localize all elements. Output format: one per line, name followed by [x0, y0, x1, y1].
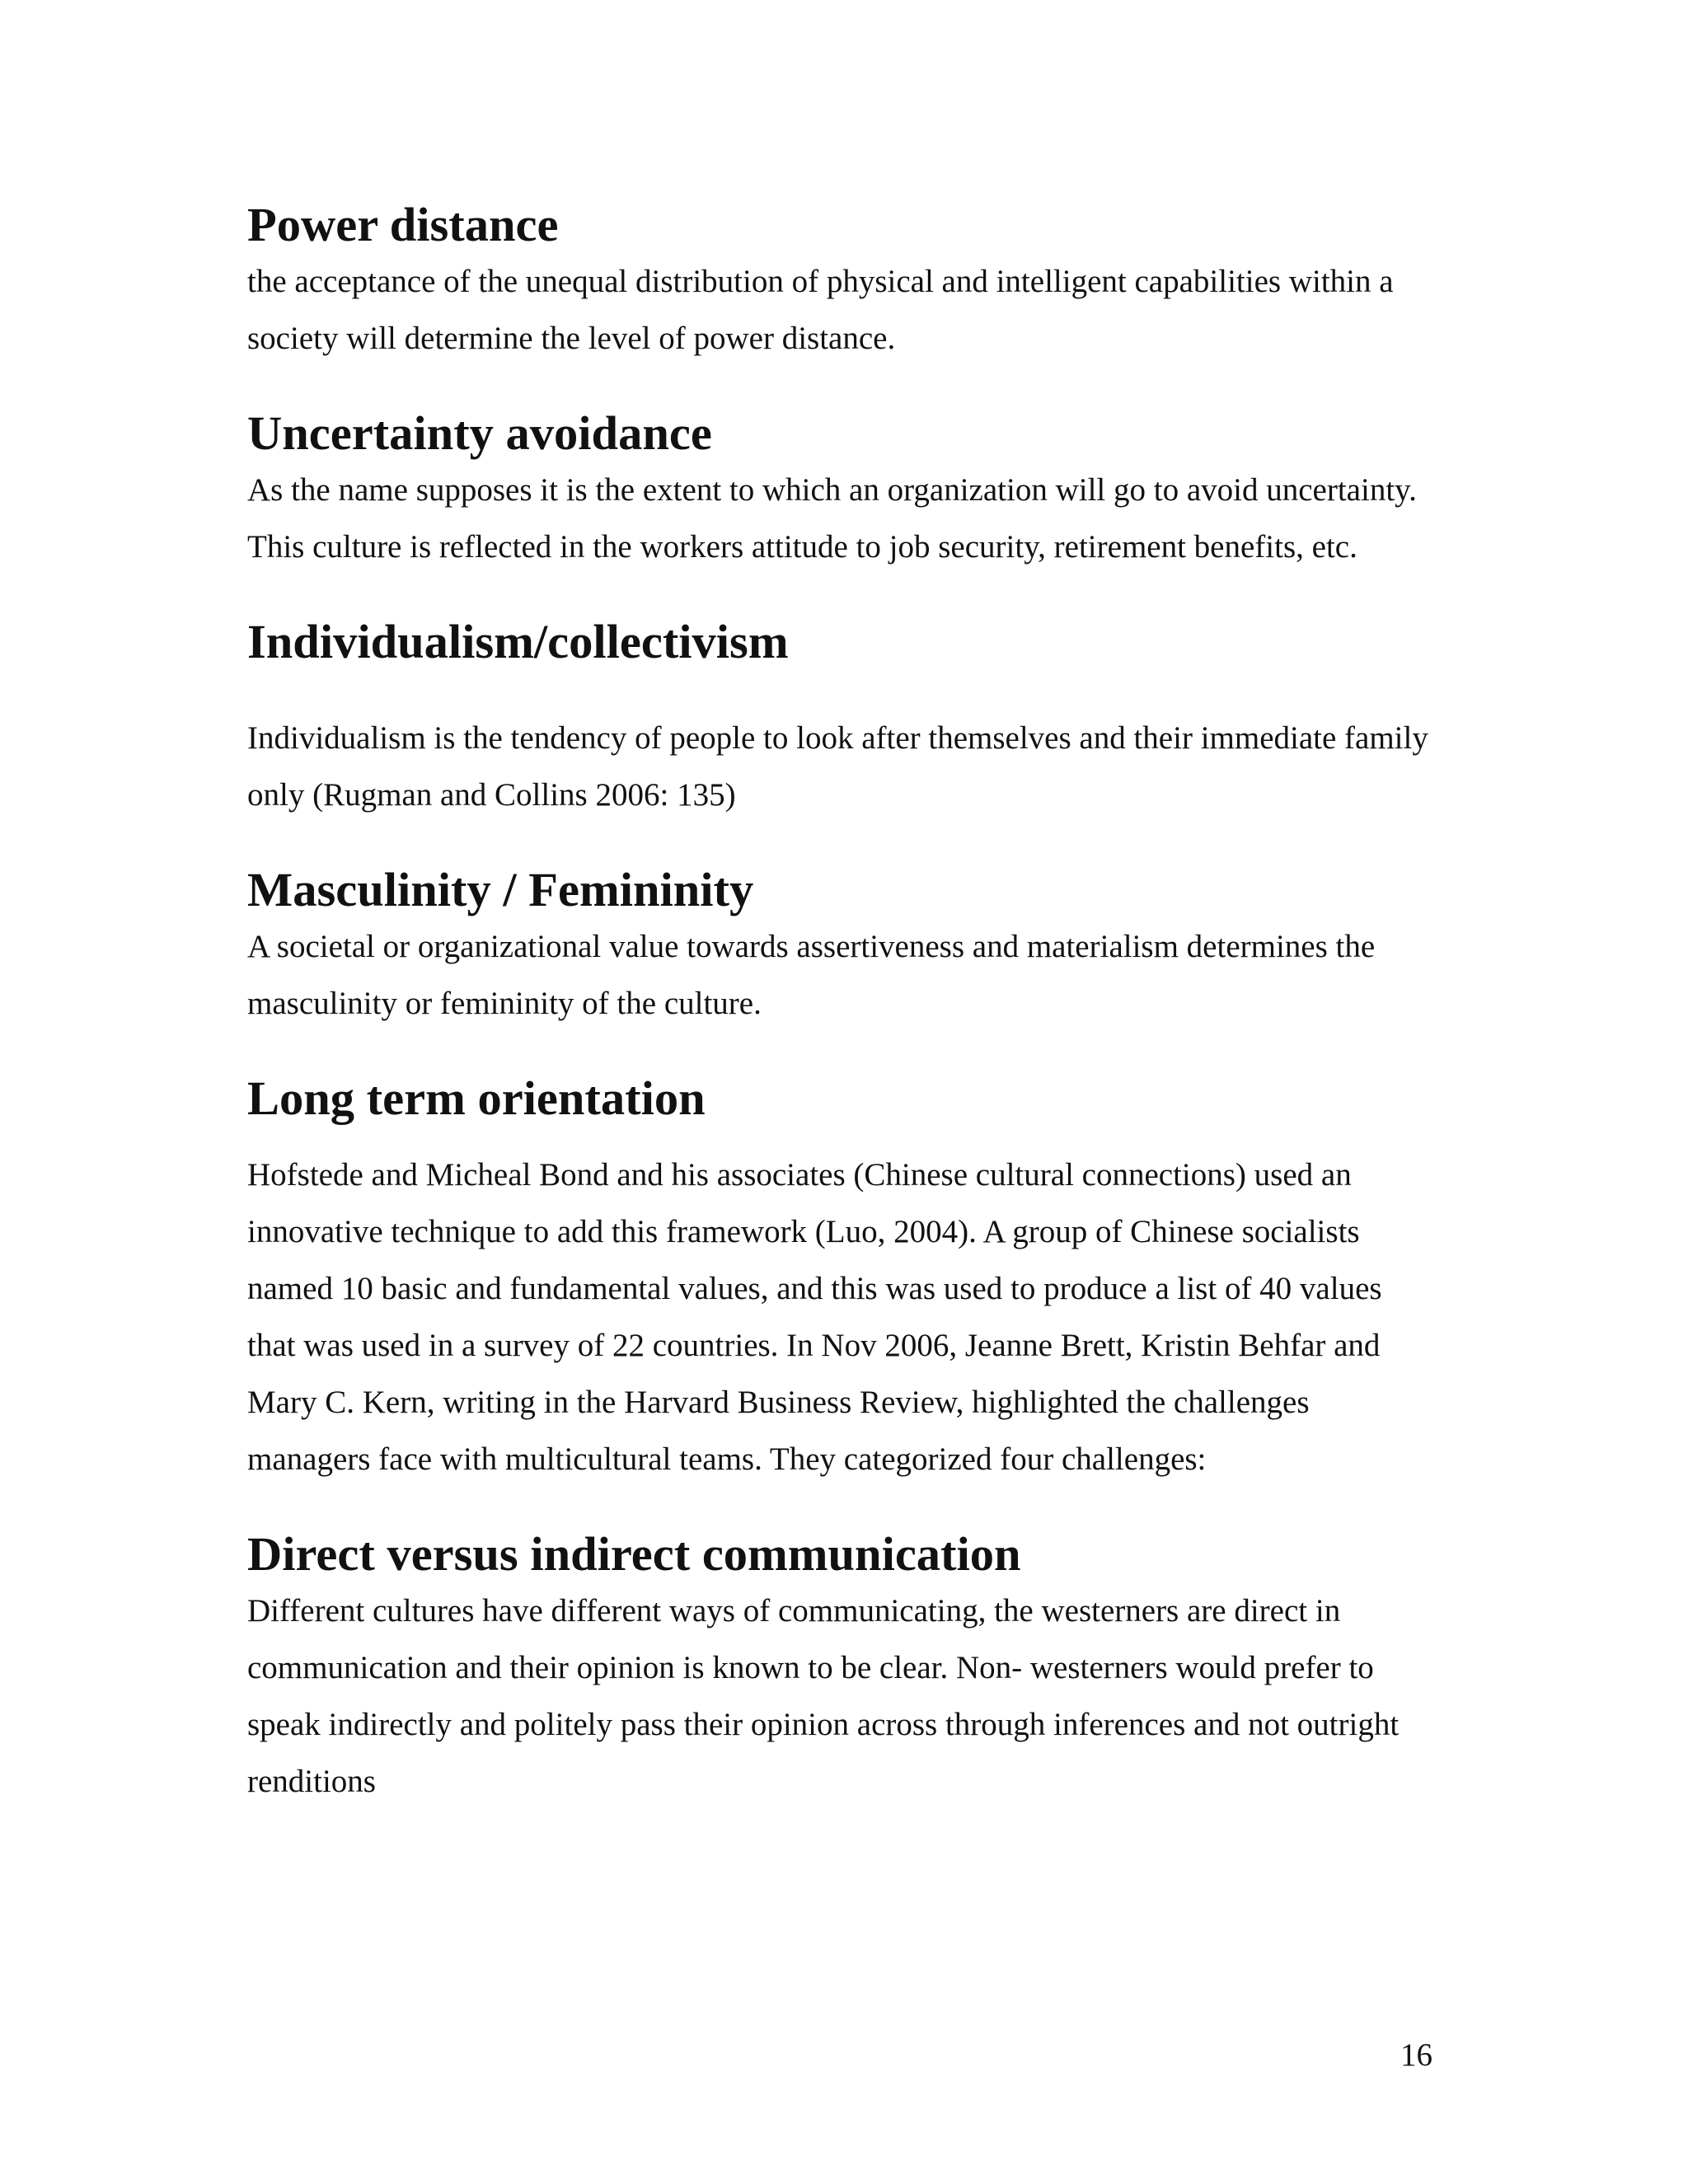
section-paragraph: the acceptance of the unequal distribution of physical and intelligent capabilities within a society will determine the level of power distance.: [247, 264, 1394, 356]
page-number: 16: [1400, 2037, 1432, 2073]
section-uncertainty-avoidance: [247, 405, 1434, 575]
page-content: [247, 196, 1434, 1848]
section-paragraph: Individualism is the tendency of people to look after themselves and their immediate family only (Rugman and Collins 2006: 135): [247, 720, 1428, 813]
section-heading: Long term orientation: [247, 1071, 706, 1125]
section-heading: Masculinity / Femininity: [247, 863, 754, 916]
section-heading: Direct versus indirect communication: [247, 1527, 1021, 1581]
section-paragraph: As the name supposes it is the extent to which an organization will go to avoid uncertainty. This culture is reflected in the workers attitude to job security, retirement benefits, etc.: [247, 472, 1417, 565]
section-long-term-orientation: [247, 1070, 1434, 1488]
section-masculinity-femininity: [247, 861, 1434, 1032]
section-heading: Power distance: [247, 198, 559, 251]
section-paragraph: Hofstede and Micheal Bond and his associates (Chinese cultural connections) used an innovative technique to add this framework (Luo, 2004). A group of Chinese socialists named 10 basic and fundamental values, and this was used to produce a list of 40 values that was used in a survey of 22 countries. In Nov 2006, Jeanne Brett, Kristin Behfar and Mary C. Kern, writing in the Harvard Business Review, highlighted the challenges managers face with multicultural teams. They categorized four challenges:: [247, 1157, 1382, 1477]
section-individualism-collectivism: [247, 613, 1434, 823]
section-heading: Uncertainty avoidance: [247, 406, 712, 460]
section-direct-indirect-communication: [247, 1526, 1434, 1810]
section-paragraph: A societal or organizational value towards assertiveness and materialism determines the masculinity or femininity of the culture.: [247, 929, 1376, 1021]
section-heading: Individualism/collectivism: [247, 615, 789, 668]
section-power-distance: [247, 196, 1434, 367]
section-paragraph: Different cultures have different ways of communicating, the westerners are direct in communication and their opinion is known to be clear. Non- westerners would prefer to speak indirectly and politely pass their opinion across through inferences and not outright renditions: [247, 1593, 1400, 1799]
